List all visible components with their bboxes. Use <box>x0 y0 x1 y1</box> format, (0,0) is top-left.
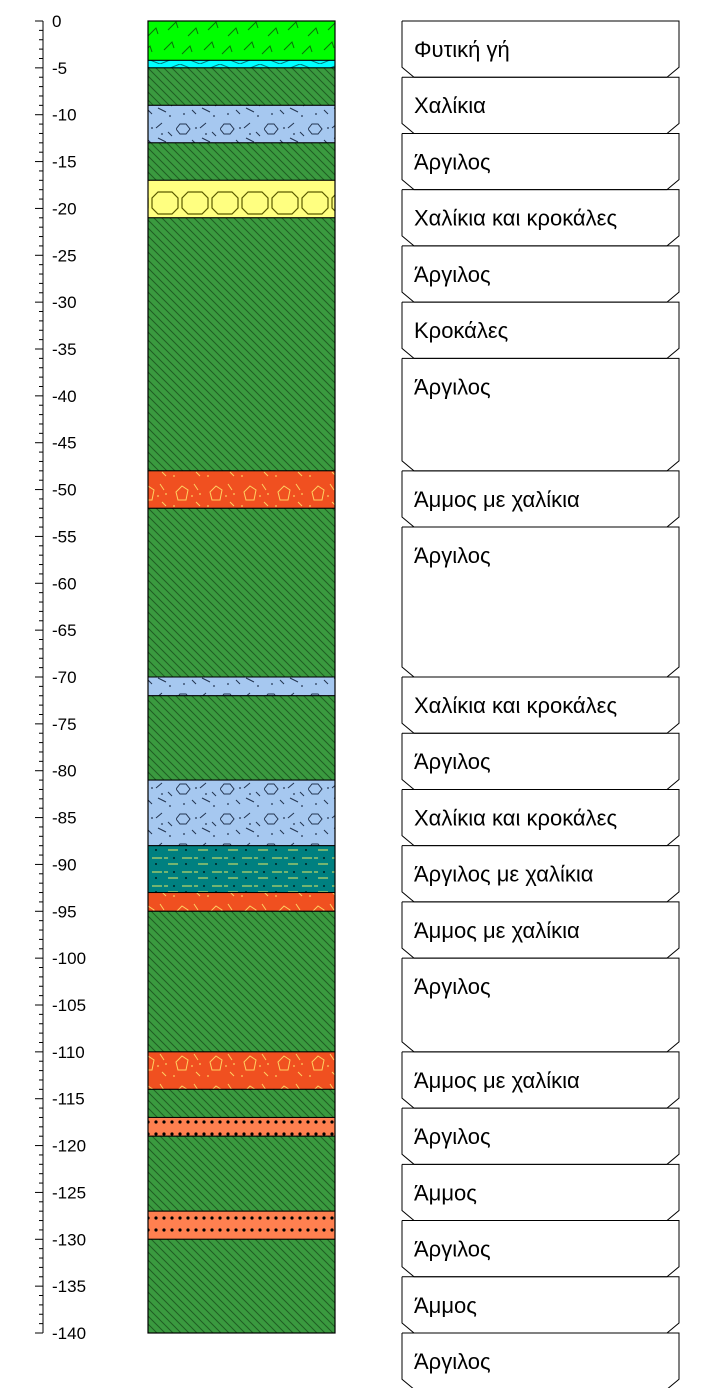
tick-label: -25 <box>52 246 77 266</box>
layer-clay <box>148 1136 335 1211</box>
tick-label: -50 <box>52 480 77 500</box>
layer-sand <box>148 1117 335 1136</box>
description-label: Άμμος <box>414 1292 477 1318</box>
description-label: Άργιλος <box>414 543 491 569</box>
description-box <box>402 246 679 302</box>
tick-label: -10 <box>52 105 77 125</box>
layer-topsoil <box>148 21 335 60</box>
layer-clay <box>148 218 335 471</box>
description-label: Άργιλος <box>414 974 491 1000</box>
layer-clay <box>148 508 335 677</box>
description-box <box>402 846 679 902</box>
description-label: Άμμος με χαλίκια <box>414 1067 580 1093</box>
description-label: Χαλίκια και κροκάλες <box>414 805 618 831</box>
description-box <box>402 133 679 189</box>
tick-label: -140 <box>52 1324 87 1343</box>
description-box <box>402 1108 679 1164</box>
description-label: Χαλίκια και κροκάλες <box>414 693 618 718</box>
description-box <box>402 190 679 246</box>
description-label: Άργιλος <box>414 261 491 287</box>
tick-label: -35 <box>52 340 77 359</box>
layer-gravel <box>148 677 335 696</box>
description-frame <box>402 958 679 1052</box>
tick-label: -60 <box>52 574 77 594</box>
layer-clay-gravel <box>148 846 335 893</box>
depth-axis <box>35 12 86 1343</box>
description-label: Άμμος με χαλίκια <box>414 917 580 943</box>
description-label: Άργιλος <box>414 1124 491 1150</box>
description-box <box>402 789 679 845</box>
description-label: Άργιλος <box>414 749 491 775</box>
tick-label: -115 <box>52 1089 85 1109</box>
layer-gravel <box>148 105 335 142</box>
description-label: Άργιλος <box>414 374 491 400</box>
description-box <box>402 1277 679 1333</box>
description-box <box>402 677 679 733</box>
description-box <box>402 527 679 677</box>
tick-label: -95 <box>52 902 77 922</box>
tick-label: 0 <box>52 12 62 31</box>
description-label: Άμμος με χαλίκια <box>414 486 580 512</box>
description-box <box>402 21 679 77</box>
tick-label: -65 <box>52 621 77 641</box>
description-label: Φυτική γή <box>414 37 510 62</box>
tick-label: -125 <box>52 1183 87 1203</box>
layer-cobbles <box>148 180 335 217</box>
layer-clay <box>148 143 335 180</box>
tick-label: -105 <box>52 996 87 1015</box>
layer-sand-gravel <box>148 893 335 912</box>
description-box <box>402 302 679 358</box>
description-box <box>402 471 679 527</box>
description-box <box>402 77 679 133</box>
tick-label: -45 <box>52 433 77 453</box>
description-label: Άργιλος με χαλίκια <box>414 861 594 887</box>
layer-clay <box>148 696 335 780</box>
layer-water <box>148 60 335 67</box>
description-label: Άμμος <box>414 1180 477 1206</box>
tick-label: -75 <box>52 714 77 734</box>
tick-label: -120 <box>52 1136 87 1156</box>
tick-label: -100 <box>52 949 87 969</box>
layer-clay <box>148 68 335 105</box>
tick-label: -130 <box>52 1230 87 1250</box>
tick-label: -85 <box>52 808 77 828</box>
layer-clay <box>148 1239 335 1333</box>
description-box <box>402 1221 679 1277</box>
layer-sand <box>148 1211 335 1239</box>
description-box <box>402 1333 679 1388</box>
description-label: Κροκάλες <box>414 318 509 344</box>
description-label: Άργιλος <box>414 1236 491 1262</box>
tick-label: -80 <box>52 761 77 781</box>
tick-label: -135 <box>52 1277 87 1297</box>
tick-label: -30 <box>52 293 77 313</box>
description-label: Άργιλος <box>414 1349 491 1374</box>
description-box <box>402 902 679 958</box>
description-box <box>402 1164 679 1220</box>
layer-sand-gravel <box>148 471 335 508</box>
description-label: Χαλίκια και κροκάλες <box>414 205 618 231</box>
tick-label: -70 <box>52 668 77 687</box>
tick-label: -90 <box>52 855 77 875</box>
lithology-column <box>148 21 335 1333</box>
tick-label: -40 <box>52 386 77 406</box>
tick-label: -110 <box>52 1042 85 1062</box>
description-box <box>402 1052 679 1108</box>
tick-label: -55 <box>52 527 77 547</box>
description-label: Άργιλος <box>414 149 491 175</box>
layer-clay <box>148 1089 335 1117</box>
tick-label: -5 <box>52 58 68 78</box>
layer-clay <box>148 911 335 1052</box>
description-box <box>402 958 679 1052</box>
description-label: Χαλίκια <box>414 93 486 119</box>
description-box <box>402 733 679 789</box>
description-column <box>402 21 679 1388</box>
layer-sand-gravel <box>148 1052 335 1089</box>
tick-label: -15 <box>52 152 77 172</box>
description-box <box>402 358 679 470</box>
tick-label: -20 <box>52 199 77 219</box>
layer-gravel <box>148 780 335 846</box>
